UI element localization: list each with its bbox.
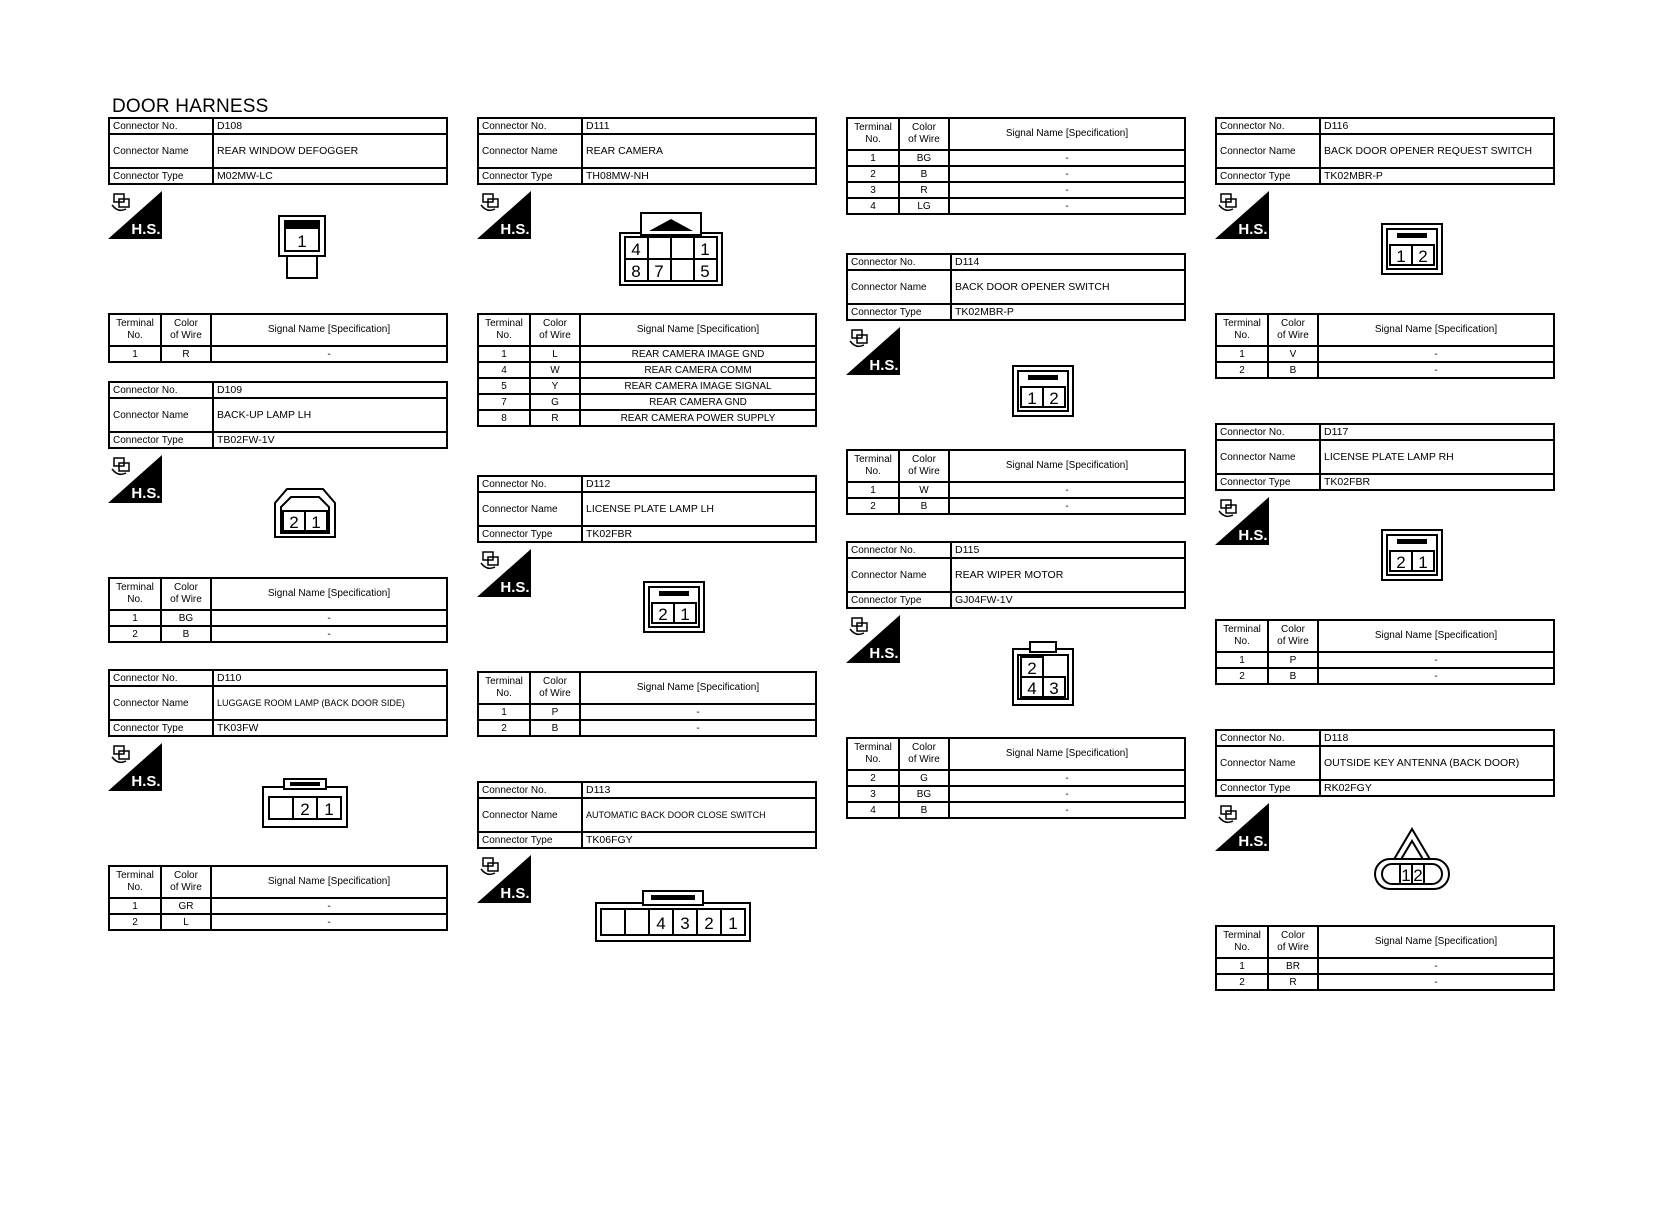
connector-no: D111 [582,118,816,134]
svg-text:H.S.: H.S. [1238,527,1268,544]
connector-face [595,889,751,943]
connector-name: BACK DOOR OPENER SWITCH [951,270,1185,304]
table-row: 2 L - [109,914,447,930]
table-row: 2 R - [1216,974,1554,990]
connector-diagram [1215,797,1555,925]
connector-no: D113 [582,782,816,798]
svg-text:2: 2 [289,513,299,532]
connector-face [1381,223,1443,275]
table-row: 2 B - [1216,362,1554,378]
svg-text:2: 2 [1027,659,1037,678]
svg-text:H.S.: H.S. [131,773,161,790]
connector-info-table: Connector No. D116 Connector Name BACK DOOR OPENER REQUEST SWITCH Connector Type TK02MBR-P [1215,117,1555,185]
connector-info-table: Connector No. D117 Connector Name LICENSE PLATE LAMP RH Connector Type TK02FBR [1215,423,1555,491]
connector-info-table [108,117,448,185]
connector-info-table: Connector No. D112 Connector Name LICENSE PLATE LAMP LH Connector Type TK02FBR [477,475,817,543]
svg-text:H.S.: H.S. [500,221,530,238]
terminal-table: Terminal No. Color of Wire Signal Name [Specification] 2 G - 3 BG - 4 B - [846,737,1186,819]
harness-side-icon [477,855,531,903]
terminal-table: Terminal No. Color of Wire Signal Name [Specification] 1 P - 2 B - [1215,619,1555,685]
connector-type: M02MW-LC [213,168,447,184]
connector-type: TK06FGY [582,832,816,848]
connector-type: TK02FBR [582,526,816,542]
svg-text:5: 5 [700,262,710,281]
connector-name-label: Connector Name [109,134,213,168]
harness-side-icon [1215,497,1269,545]
terminal-table: Terminal No. Color of Wire Signal Name [Specification] 1 BR - 2 R - [1215,925,1555,991]
terminal-table: Terminal No. Color of Wire Signal Name [Specification] 1 BG - 2 B - 3 R - 4 LG - [846,117,1186,215]
svg-text:1: 1 [680,605,690,624]
harness-side-icon [477,549,531,597]
svg-text:3: 3 [1049,679,1059,698]
connector-d117 [1215,423,1555,685]
connector-type: TK02MBR-P [1320,168,1554,184]
page-title: DOOR HARNESS [112,96,269,117]
connector-no: D118 [1320,730,1554,746]
connector-info-table: Connector No. D113 Connector Name AUTOMATIC BACK DOOR CLOSE SWITCH Connector Type TK06FGY [477,781,817,849]
svg-text:1: 1 [700,240,710,259]
connector-face [619,211,723,287]
svg-text:H.S.: H.S. [1238,221,1268,238]
terminal-table: Terminal No. Color of Wire Signal Name [Specification] 1 L REAR CAMERA IMAGE GND 4 W REAR CAMERA COMM 5 Y REAR CAMERA IMAGE SIGNAL 7 G REAR CAMERA GND 8 R REAR CAMERA POWER SUPPLY [477,313,817,427]
svg-text:1: 1 [1396,247,1406,266]
table-row: 3 BG - [847,786,1185,802]
table-row: 1 P - [478,704,816,720]
connector-no: D117 [1320,424,1554,440]
table-row: 1 W - [847,482,1185,498]
connector-face [1012,365,1074,417]
table-row: 4 LG - [847,198,1185,214]
table-row: 1 R - [109,346,447,362]
connector-info-table: Connector No. D115 Connector Name REAR WIPER MOTOR Connector Type GJ04FW-1V [846,541,1186,609]
svg-text:8: 8 [631,262,641,281]
table-row: 2 B - [847,498,1185,514]
connector-face [1373,827,1451,893]
connector-face [1381,529,1443,581]
svg-text:1: 1 [1418,553,1428,572]
svg-text:1: 1 [311,513,321,532]
connector-diagram [108,185,448,313]
table-row: 5 Y REAR CAMERA IMAGE SIGNAL [478,378,816,394]
svg-text:2: 2 [704,914,714,933]
connector-face [273,487,337,539]
svg-text:3: 3 [680,914,690,933]
connector-diagram [846,321,1186,449]
connector-d113 [477,781,817,977]
svg-text:H.S.: H.S. [500,885,530,902]
connector-no: D108 [213,118,447,134]
table-row: 1 BG - [109,610,447,626]
svg-text:H.S.: H.S. [500,579,530,596]
connector-d113-terminals [846,117,1186,215]
connector-diagram [477,185,817,313]
connector-d115 [846,541,1186,819]
connector-name: REAR WINDOW DEFOGGER [213,134,447,168]
harness-side-icon [846,327,900,375]
connector-name: AUTOMATIC BACK DOOR CLOSE SWITCH [582,798,816,832]
terminal-no-header: Terminal No. [109,314,161,346]
harness-side-icon [108,743,162,791]
connector-d110 [108,669,448,931]
connector-face [1012,641,1074,707]
svg-text:7: 7 [654,262,664,281]
svg-text:H.S.: H.S. [1238,833,1268,850]
connector-name: LICENSE PLATE LAMP LH [582,492,816,526]
connector-diagram [477,849,817,977]
connector-info-table: Connector No. D110 Connector Name LUGGAGE ROOM LAMP (BACK DOOR SIDE) Connector Type TK03FW [108,669,448,737]
connector-type: TK02FBR [1320,474,1554,490]
table-row: 3 R - [847,182,1185,198]
color-header: Color of Wire [161,314,211,346]
connector-type-label: Connector Type [109,168,213,184]
connector-name: BACK-UP LAMP LH [213,398,447,432]
connector-d111 [477,117,817,427]
connector-no: D110 [213,670,447,686]
table-row: 1 GR - [109,898,447,914]
harness-side-icon [1215,191,1269,239]
terminal-table: Terminal No. Color of Wire Signal Name [Specification] 1 BG - 2 B - [108,577,448,643]
svg-text:2: 2 [1418,247,1428,266]
table-row: 2 B - [109,626,447,642]
harness-side-icon [477,191,531,239]
terminal-table: Terminal No. Color of Wire Signal Name [Specification] 1 V - 2 B - [1215,313,1555,379]
connector-type: GJ04FW-1V [951,592,1185,608]
svg-text:1: 1 [1027,389,1037,408]
table-row: 1 BG - [847,150,1185,166]
terminal-table [108,313,448,363]
svg-text:1: 1 [1401,866,1411,885]
table-row: 4 W REAR CAMERA COMM [478,362,816,378]
svg-text:4: 4 [1027,679,1037,698]
connector-no: D116 [1320,118,1554,134]
svg-text:1: 1 [324,800,334,819]
svg-text:2: 2 [1049,389,1059,408]
svg-text:4: 4 [656,914,666,933]
svg-text:1: 1 [728,914,738,933]
svg-text:H.S.: H.S. [869,357,899,374]
connector-d109 [108,381,448,643]
connector-diagram [1215,491,1555,619]
connector-no: D114 [951,254,1185,270]
connector-diagram [1215,185,1555,313]
connector-name: REAR WIPER MOTOR [951,558,1185,592]
table-row: 1 P - [1216,652,1554,668]
connector-type: TK02MBR-P [951,304,1185,320]
table-row: 4 B - [847,802,1185,818]
connector-name: BACK DOOR OPENER REQUEST SWITCH [1320,134,1554,168]
connector-name: LUGGAGE ROOM LAMP (BACK DOOR SIDE) [213,686,447,720]
table-row: 2 B - [1216,668,1554,684]
connector-face [643,581,705,633]
svg-text:4: 4 [631,240,641,259]
terminal-table: Terminal No. Color of Wire Signal Name [Specification] 1 P - 2 B - [477,671,817,737]
connector-name: LICENSE PLATE LAMP RH [1320,440,1554,474]
svg-text:2: 2 [1413,866,1423,885]
signal-header: Signal Name [Specification] [211,314,447,346]
table-row: 2 B - [478,720,816,736]
connector-name: OUTSIDE KEY ANTENNA (BACK DOOR) [1320,746,1554,780]
table-row: 1 V - [1216,346,1554,362]
connector-name: REAR CAMERA [582,134,816,168]
connector-info-table: Connector No. D114 Connector Name BACK DOOR OPENER SWITCH Connector Type TK02MBR-P [846,253,1186,321]
connector-face [278,215,328,281]
harness-side-icon [108,455,162,503]
terminal-table: Terminal No. Color of Wire Signal Name [Specification] 1 W - 2 B - [846,449,1186,515]
connector-type: RK02FGY [1320,780,1554,796]
harness-side-icon [1215,803,1269,851]
harness-side-icon [108,191,162,239]
connector-no: D109 [213,382,447,398]
table-row: 8 R REAR CAMERA POWER SUPPLY [478,410,816,426]
connector-info-table: Connector No. D111 Connector Name REAR CAMERA Connector Type TH08MW-NH [477,117,817,185]
table-row: 2 G - [847,770,1185,786]
connector-diagram [846,609,1186,737]
terminal-table: Terminal No. Color of Wire Signal Name [Specification] 1 GR - 2 L - [108,865,448,931]
svg-text:2: 2 [1396,553,1406,572]
table-row: 1 BR - [1216,958,1554,974]
connector-type: TK03FW [213,720,447,736]
connector-d108 [108,117,448,363]
harness-side-icon [846,615,900,663]
connector-diagram [108,737,448,865]
connector-no: D115 [951,542,1185,558]
connector-info-table: Connector No. D109 Connector Name BACK-UP LAMP LH Connector Type TB02FW-1V [108,381,448,449]
connector-type: TB02FW-1V [213,432,447,448]
table-row: 1 L REAR CAMERA IMAGE GND [478,346,816,362]
connector-no: D112 [582,476,816,492]
connector-type: TH08MW-NH [582,168,816,184]
connector-diagram [108,449,448,577]
connector-diagram [477,543,817,671]
table-row: 2 B - [847,166,1185,182]
connector-d112 [477,475,817,737]
connector-d114 [846,253,1186,515]
svg-text:H.S.: H.S. [131,485,161,502]
connector-d116 [1215,117,1555,379]
table-row: 7 G REAR CAMERA GND [478,394,816,410]
connector-info-table: Connector No. D118 Connector Name OUTSIDE KEY ANTENNA (BACK DOOR) Connector Type RK02FGY [1215,729,1555,797]
connector-no-label: Connector No. [109,118,213,134]
hs-label: H.S. [131,221,161,238]
svg-text:2: 2 [658,605,668,624]
connector-face [262,777,348,829]
svg-text:H.S.: H.S. [869,645,899,662]
terminal-label: 1 [297,232,307,251]
connector-d118 [1215,729,1555,991]
svg-text:2: 2 [300,800,310,819]
